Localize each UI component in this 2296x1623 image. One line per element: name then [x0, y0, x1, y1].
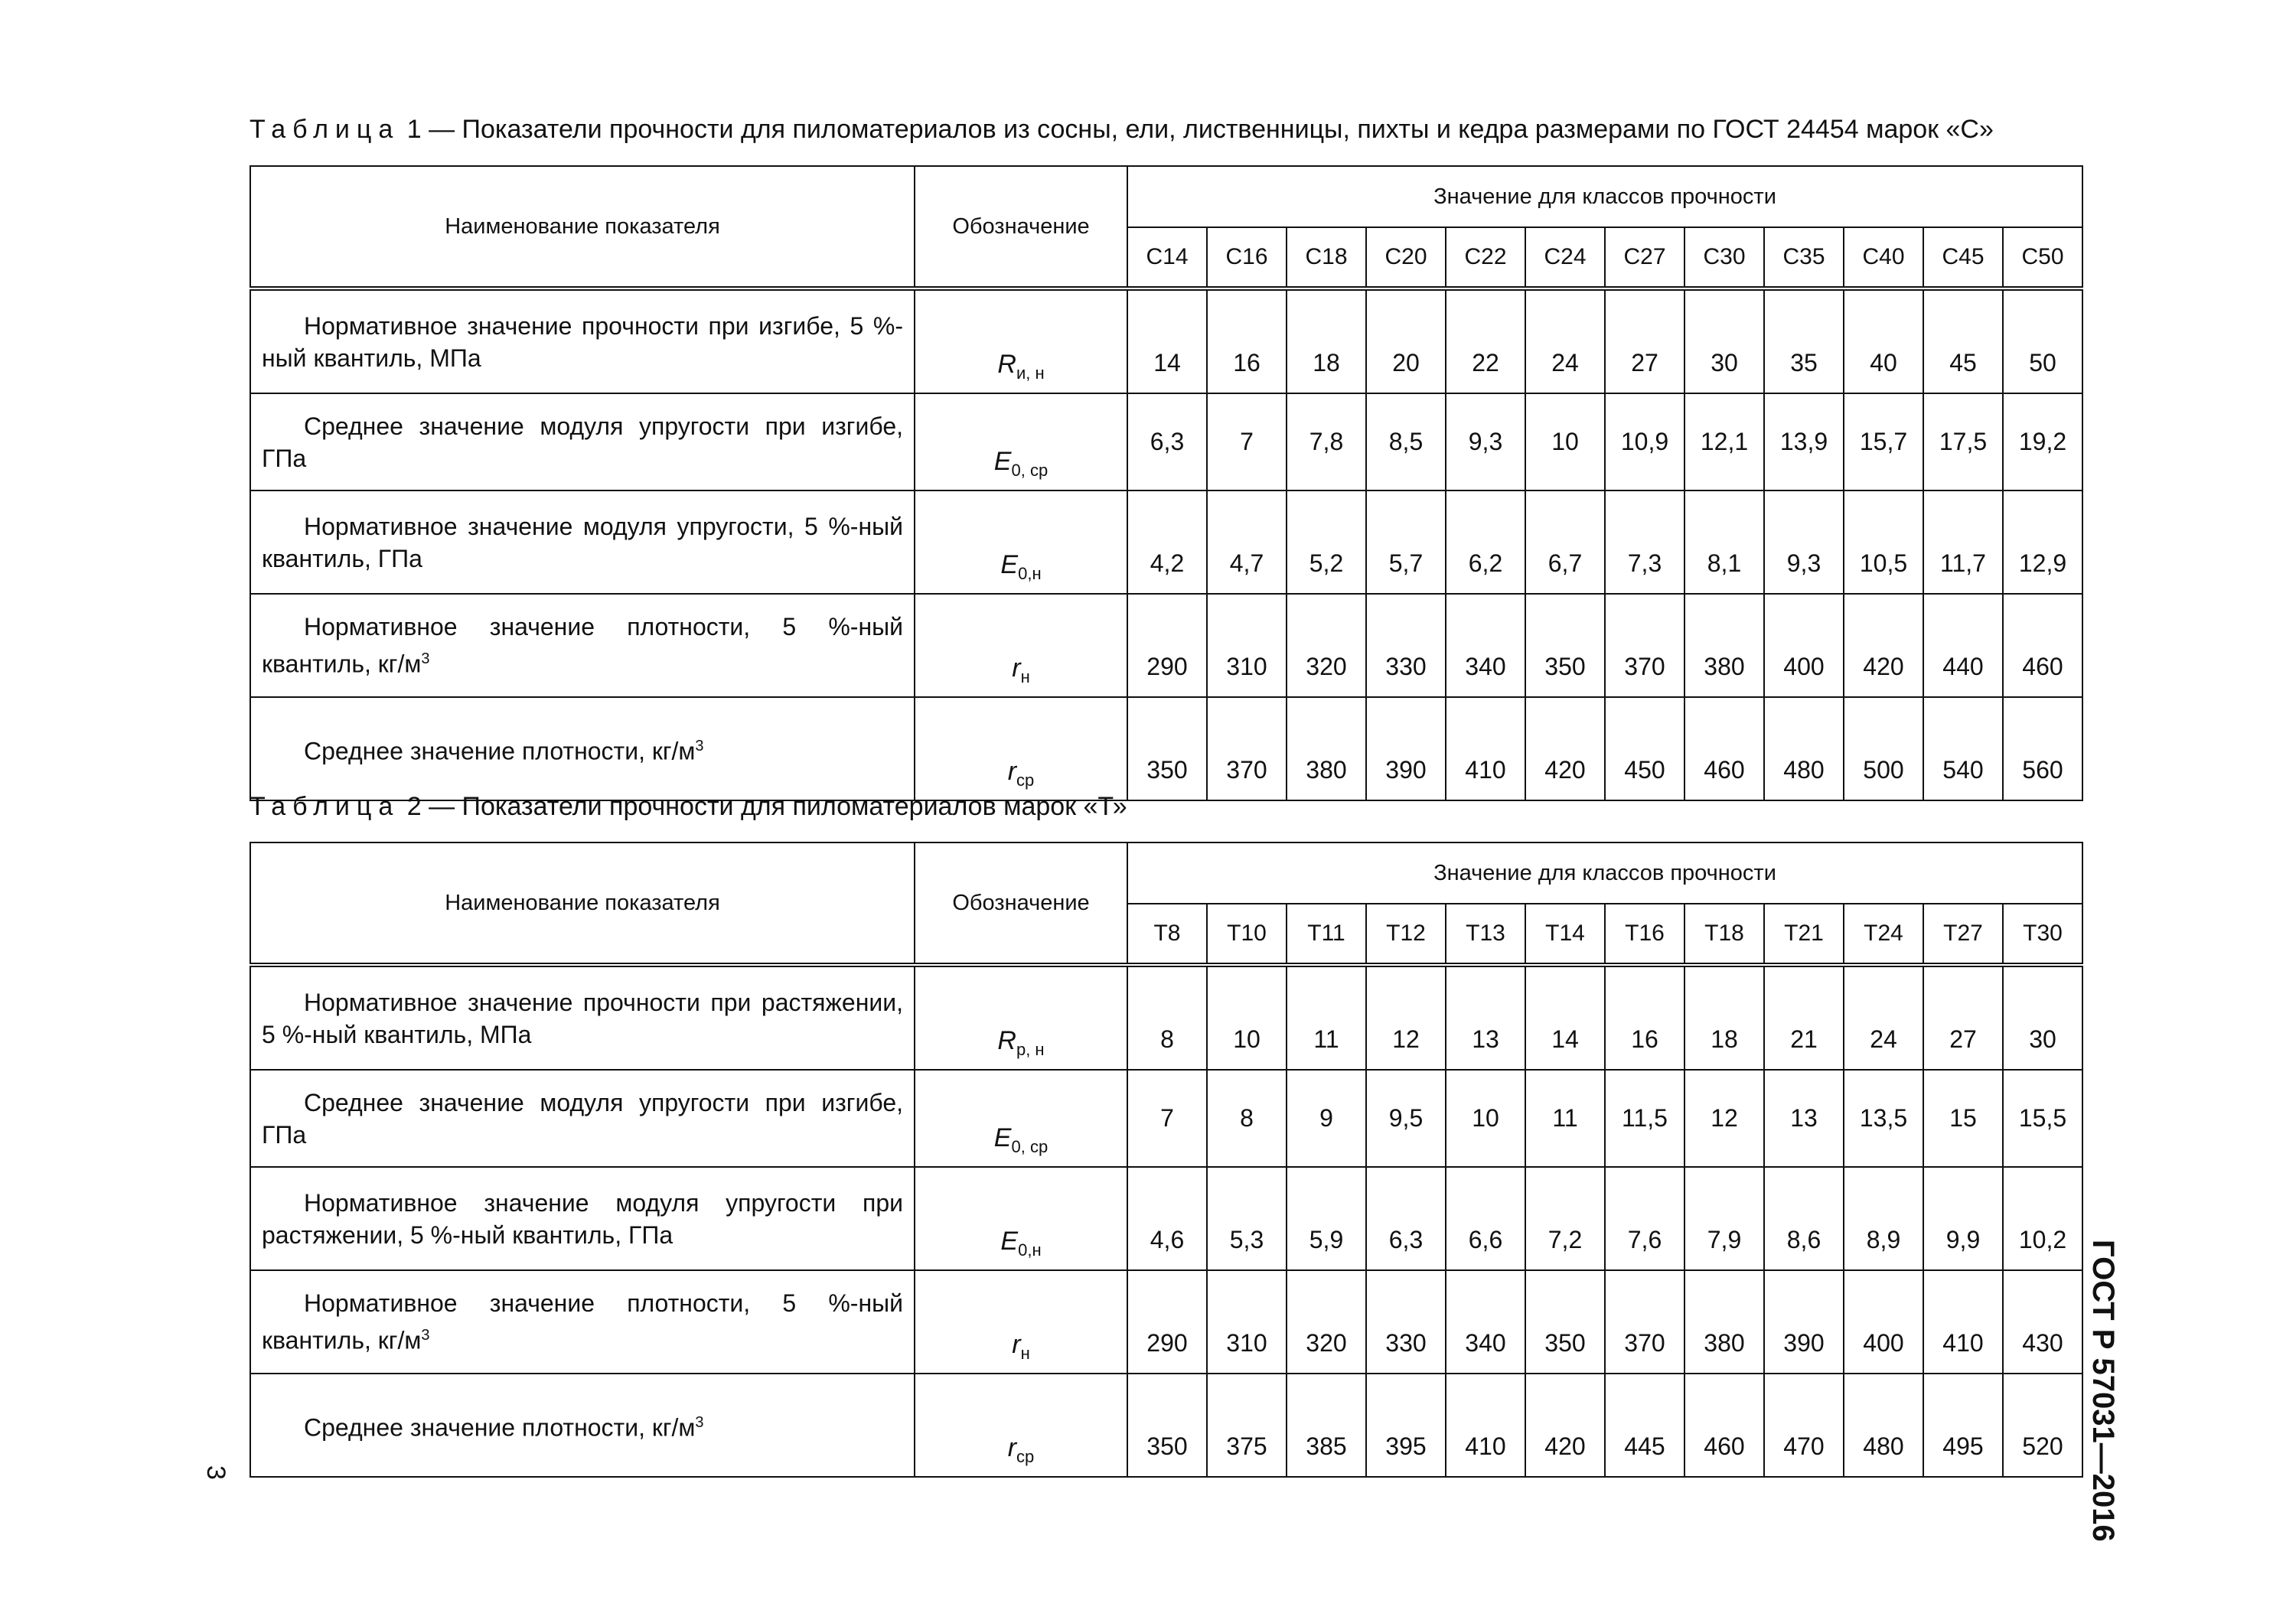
class-header: Т21: [1764, 904, 1844, 965]
symbol-subscript: 0, ср: [1011, 461, 1049, 480]
table-row: [250, 1270, 2082, 1374]
col-header-name: Наименование показателя: [250, 842, 915, 965]
symbol-subscript: 0, ср: [1011, 1137, 1049, 1156]
value-cell: 7,9: [1684, 1167, 1764, 1270]
value-cell: 17,5: [1923, 393, 2003, 490]
value-cell: 7: [1207, 393, 1287, 490]
value-cell: 7,6: [1605, 1167, 1684, 1270]
value-cell: 19,2: [2003, 393, 2082, 490]
value-cell: 410: [1446, 697, 1525, 800]
value-cell: 7,8: [1287, 393, 1366, 490]
value-cell: 8,5: [1366, 393, 1446, 490]
value-cell: 520: [2003, 1374, 2082, 1477]
table-row: [250, 697, 2082, 800]
value-cell: 15,5: [2003, 1070, 2082, 1167]
class-header: С30: [1684, 227, 1764, 288]
indicator-name: [250, 697, 915, 800]
value-cell: 16: [1605, 965, 1684, 1070]
value-cell: 18: [1684, 965, 1764, 1070]
table-row: [250, 1374, 2082, 1477]
value-cell: 8,9: [1844, 1167, 1923, 1270]
value-cell: 350: [1525, 594, 1605, 697]
symbol: [915, 490, 1127, 594]
class-header: С16: [1207, 227, 1287, 288]
col-header-group: Значение для классов прочности: [1127, 842, 2082, 904]
value-cell: 350: [1127, 697, 1207, 800]
value-cell: 440: [1923, 594, 2003, 697]
indicator-name: [250, 594, 915, 697]
class-header: С22: [1446, 227, 1525, 288]
symbol: [915, 1070, 1127, 1167]
value-cell: 10: [1525, 393, 1605, 490]
value-cell: 340: [1446, 594, 1525, 697]
col-header-name: Наименование показателя: [250, 166, 915, 288]
indicator-name: [250, 1374, 915, 1477]
value-cell: 10: [1207, 965, 1287, 1070]
indicator-name-text: Нормативное значение модуля упругости при растяжении, 5 %-ный квантиль, ГПа: [262, 1188, 903, 1249]
class-header: Т11: [1287, 904, 1366, 965]
indicator-name: [250, 1167, 915, 1270]
class-header: Т12: [1366, 904, 1446, 965]
table-row: [250, 594, 2082, 697]
value-cell: 40: [1844, 288, 1923, 393]
table-row: [250, 1070, 2082, 1167]
value-cell: 16: [1207, 288, 1287, 393]
value-cell: 5,7: [1366, 490, 1446, 594]
value-cell: 5,3: [1207, 1167, 1287, 1270]
value-cell: 370: [1605, 1270, 1684, 1374]
value-cell: 11: [1525, 1070, 1605, 1167]
symbol: [915, 1167, 1127, 1270]
symbol: [915, 594, 1127, 697]
class-header: Т27: [1923, 904, 2003, 965]
value-cell: 8,6: [1764, 1167, 1844, 1270]
table2-caption-text: 2 — Показатели прочности для пиломатериалов марок «Т»: [400, 792, 1127, 821]
symbol-main: r: [1007, 1433, 1017, 1463]
value-cell: 7: [1127, 1070, 1207, 1167]
table-row: [250, 1167, 2082, 1270]
value-cell: 9,9: [1923, 1167, 2003, 1270]
table-row: [250, 965, 2082, 1070]
value-cell: 35: [1764, 288, 1844, 393]
symbol-main: E: [1000, 1227, 1019, 1256]
value-cell: 12: [1684, 1070, 1764, 1167]
class-header: С45: [1923, 227, 2003, 288]
value-cell: 13: [1764, 1070, 1844, 1167]
unit-superscript: 3: [695, 738, 704, 755]
table1-caption: [249, 115, 1994, 145]
symbol-main: r: [1007, 757, 1017, 787]
value-cell: 460: [1684, 697, 1764, 800]
table2-caption-word: Таблица: [249, 792, 400, 821]
value-cell: 10,5: [1844, 490, 1923, 594]
value-cell: 10,9: [1605, 393, 1684, 490]
value-cell: 6,3: [1366, 1167, 1446, 1270]
table-row: [250, 288, 2082, 393]
value-cell: 290: [1127, 594, 1207, 697]
unit-superscript: 3: [695, 1414, 704, 1432]
symbol-main: R: [997, 350, 1016, 380]
symbol-main: r: [1012, 653, 1021, 683]
value-cell: 13,5: [1844, 1070, 1923, 1167]
page-number: 3: [201, 1465, 230, 1480]
value-cell: 310: [1207, 1270, 1287, 1374]
value-cell: 480: [1764, 697, 1844, 800]
value-cell: 27: [1605, 288, 1684, 393]
unit-superscript: 3: [421, 1327, 430, 1344]
value-cell: 460: [1684, 1374, 1764, 1477]
symbol: [915, 288, 1127, 393]
symbol: [915, 697, 1127, 800]
table2: [249, 842, 2083, 1478]
symbol: [915, 393, 1127, 490]
symbol-main: E: [993, 447, 1012, 477]
indicator-name-text: Нормативное значение модуля упругости, 5 %-ный квантиль, ГПа: [262, 512, 903, 572]
indicator-name-text: Среднее значение плотности, кг/м: [304, 737, 696, 765]
value-cell: 8: [1207, 1070, 1287, 1167]
value-cell: 4,7: [1207, 490, 1287, 594]
value-cell: 12: [1366, 965, 1446, 1070]
value-cell: 320: [1287, 1270, 1366, 1374]
value-cell: 9,5: [1366, 1070, 1446, 1167]
value-cell: 380: [1287, 697, 1366, 800]
value-cell: 4,6: [1127, 1167, 1207, 1270]
class-header: С24: [1525, 227, 1605, 288]
value-cell: 6,7: [1525, 490, 1605, 594]
value-cell: 20: [1366, 288, 1446, 393]
value-cell: 310: [1207, 594, 1287, 697]
symbol-subscript: 0,н: [1018, 564, 1042, 583]
table1-caption-text: 1 — Показатели прочности для пиломатериалов из сосны, ели, лиственницы, пихты и кедра размерами по ГОСТ 24454 марок «С»: [400, 115, 1994, 144]
value-cell: 5,9: [1287, 1167, 1366, 1270]
indicator-name: [250, 965, 915, 1070]
symbol-subscript: ср: [1016, 1447, 1035, 1466]
value-cell: 18: [1287, 288, 1366, 393]
value-cell: 500: [1844, 697, 1923, 800]
table1-caption-word: Таблица: [249, 115, 400, 144]
class-header: Т14: [1525, 904, 1605, 965]
value-cell: 560: [2003, 697, 2082, 800]
value-cell: 14: [1525, 965, 1605, 1070]
indicator-name-text: Среднее значение плотности, кг/м: [304, 1413, 696, 1442]
indicator-name: [250, 490, 915, 594]
col-header-group: Значение для классов прочности: [1127, 166, 2082, 227]
class-header: Т16: [1605, 904, 1684, 965]
class-header: С50: [2003, 227, 2082, 288]
class-header: С18: [1287, 227, 1366, 288]
value-cell: 10,2: [2003, 1167, 2082, 1270]
value-cell: 350: [1127, 1374, 1207, 1477]
value-cell: 385: [1287, 1374, 1366, 1477]
value-cell: 420: [1844, 594, 1923, 697]
value-cell: 12,9: [2003, 490, 2082, 594]
value-cell: 8: [1127, 965, 1207, 1070]
value-cell: 11,5: [1605, 1070, 1684, 1167]
value-cell: 7,2: [1525, 1167, 1605, 1270]
value-cell: 21: [1764, 965, 1844, 1070]
value-cell: 420: [1525, 697, 1605, 800]
value-cell: 5,2: [1287, 490, 1366, 594]
value-cell: 15,7: [1844, 393, 1923, 490]
indicator-name: [250, 1270, 915, 1374]
symbol: [915, 1270, 1127, 1374]
value-cell: 460: [2003, 594, 2082, 697]
value-cell: 11,7: [1923, 490, 2003, 594]
class-header: С40: [1844, 227, 1923, 288]
symbol-main: r: [1012, 1330, 1021, 1360]
value-cell: 290: [1127, 1270, 1207, 1374]
value-cell: 480: [1844, 1374, 1923, 1477]
value-cell: 445: [1605, 1374, 1684, 1477]
value-cell: 495: [1923, 1374, 2003, 1477]
symbol-subscript: ср: [1016, 771, 1035, 790]
value-cell: 330: [1366, 594, 1446, 697]
indicator-name: [250, 1070, 915, 1167]
table-row: [250, 393, 2082, 490]
table2-caption: [249, 792, 1127, 822]
value-cell: 320: [1287, 594, 1366, 697]
symbol: [915, 1374, 1127, 1477]
value-cell: 6,3: [1127, 393, 1207, 490]
col-header-symbol: Обозначение: [915, 166, 1127, 288]
value-cell: 430: [2003, 1270, 2082, 1374]
class-header: С35: [1764, 227, 1844, 288]
value-cell: 45: [1923, 288, 2003, 393]
value-cell: 30: [1684, 288, 1764, 393]
value-cell: 24: [1844, 965, 1923, 1070]
symbol-main: E: [1000, 550, 1019, 580]
symbol: [915, 965, 1127, 1070]
table1: [249, 165, 2083, 801]
value-cell: 4,2: [1127, 490, 1207, 594]
value-cell: 470: [1764, 1374, 1844, 1477]
indicator-name-text: Нормативное значение плотности, 5 %-ный квантиль, кг/м: [262, 613, 903, 678]
indicator-name-text: Нормативное значение прочности при изгибе, 5 %-ный квантиль, МПа: [262, 311, 903, 372]
value-cell: 370: [1207, 697, 1287, 800]
class-header: Т18: [1684, 904, 1764, 965]
value-cell: 380: [1684, 1270, 1764, 1374]
document-designation: ГОСТ Р 57031—2016: [2086, 1240, 2120, 1542]
class-header: С27: [1605, 227, 1684, 288]
value-cell: 400: [1844, 1270, 1923, 1374]
value-cell: 50: [2003, 288, 2082, 393]
class-header: Т10: [1207, 904, 1287, 965]
value-cell: 11: [1287, 965, 1366, 1070]
symbol-subscript: н: [1020, 667, 1030, 686]
value-cell: 10: [1446, 1070, 1525, 1167]
value-cell: 410: [1923, 1270, 2003, 1374]
value-cell: 9,3: [1446, 393, 1525, 490]
indicator-name-text: Нормативное значение прочности при растяжении, 5 %-ный квантиль, МПа: [262, 988, 903, 1048]
symbol-subscript: р, н: [1016, 1040, 1045, 1059]
value-cell: 7,3: [1605, 490, 1684, 594]
symbol-subscript: н: [1020, 1344, 1030, 1363]
value-cell: 15: [1923, 1070, 2003, 1167]
indicator-name-text: Среднее значение модуля упругости при изгибе, ГПа: [262, 412, 903, 472]
indicator-name: [250, 393, 915, 490]
value-cell: 13,9: [1764, 393, 1844, 490]
value-cell: 400: [1764, 594, 1844, 697]
value-cell: 395: [1366, 1374, 1446, 1477]
value-cell: 375: [1207, 1374, 1287, 1477]
class-header: Т30: [2003, 904, 2082, 965]
indicator-name-text: Нормативное значение плотности, 5 %-ный квантиль, кг/м: [262, 1289, 903, 1354]
col-header-symbol: Обозначение: [915, 842, 1127, 965]
value-cell: 8,1: [1684, 490, 1764, 594]
unit-superscript: 3: [421, 650, 430, 668]
value-cell: 6,6: [1446, 1167, 1525, 1270]
value-cell: 27: [1923, 965, 2003, 1070]
symbol-main: E: [993, 1123, 1012, 1153]
value-cell: 390: [1366, 697, 1446, 800]
value-cell: 14: [1127, 288, 1207, 393]
value-cell: 340: [1446, 1270, 1525, 1374]
value-cell: 22: [1446, 288, 1525, 393]
value-cell: 330: [1366, 1270, 1446, 1374]
value-cell: 410: [1446, 1374, 1525, 1477]
value-cell: 420: [1525, 1374, 1605, 1477]
value-cell: 12,1: [1684, 393, 1764, 490]
symbol-main: R: [997, 1026, 1016, 1056]
class-header: Т8: [1127, 904, 1207, 965]
class-header: Т13: [1446, 904, 1525, 965]
indicator-name-text: Среднее значение модуля упругости при изгибе, ГПа: [262, 1088, 903, 1149]
value-cell: 350: [1525, 1270, 1605, 1374]
value-cell: 6,2: [1446, 490, 1525, 594]
value-cell: 390: [1764, 1270, 1844, 1374]
value-cell: 450: [1605, 697, 1684, 800]
value-cell: 380: [1684, 594, 1764, 697]
value-cell: 30: [2003, 965, 2082, 1070]
symbol-subscript: и, н: [1016, 363, 1045, 383]
value-cell: 9,3: [1764, 490, 1844, 594]
indicator-name: [250, 288, 915, 393]
class-header: Т24: [1844, 904, 1923, 965]
value-cell: 9: [1287, 1070, 1366, 1167]
value-cell: 540: [1923, 697, 2003, 800]
symbol-subscript: 0,н: [1018, 1240, 1042, 1260]
table-row: [250, 490, 2082, 594]
value-cell: 13: [1446, 965, 1525, 1070]
value-cell: 370: [1605, 594, 1684, 697]
class-header: С20: [1366, 227, 1446, 288]
value-cell: 24: [1525, 288, 1605, 393]
class-header: С14: [1127, 227, 1207, 288]
